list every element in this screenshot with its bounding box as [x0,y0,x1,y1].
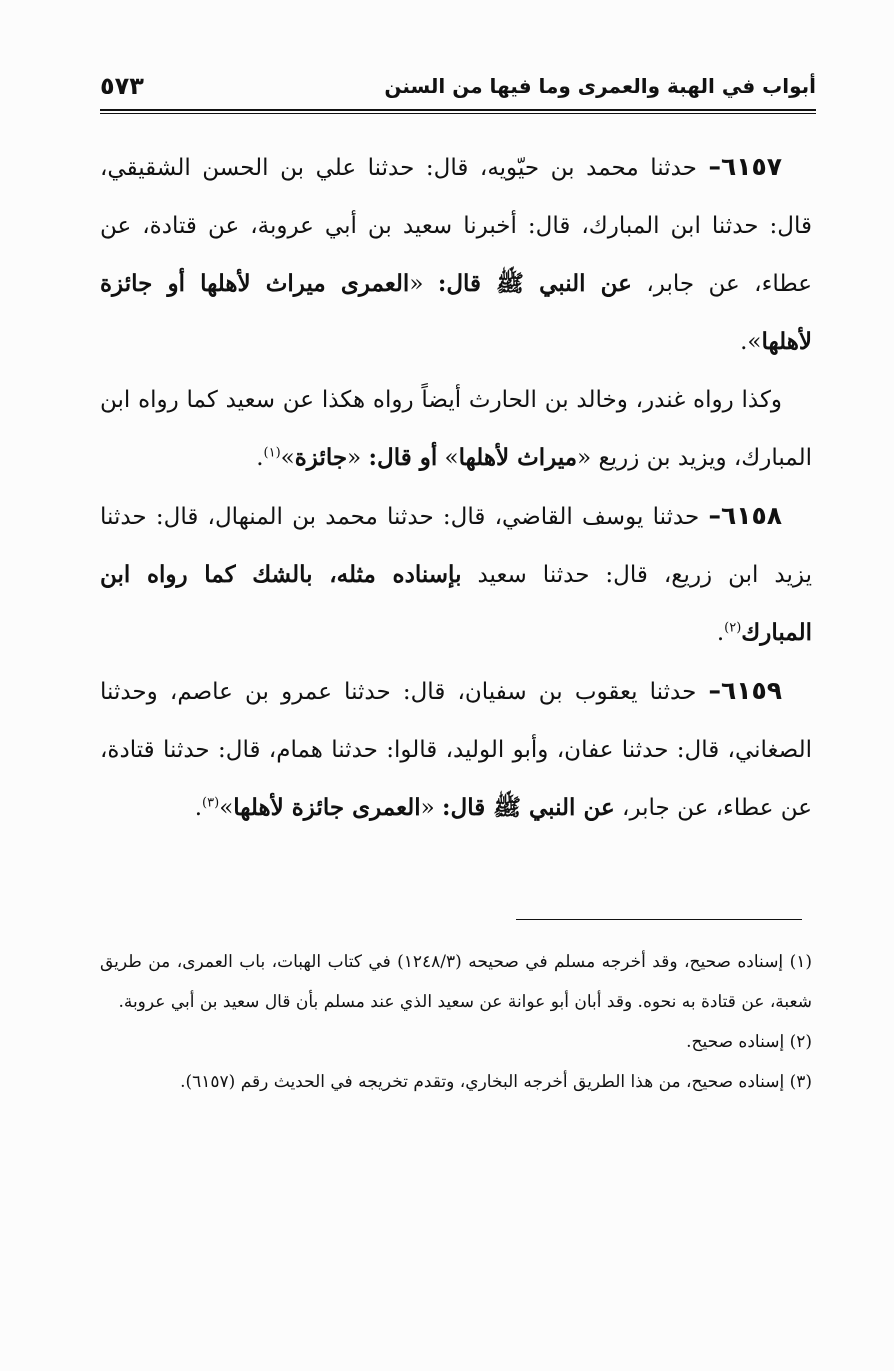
hadith-6158: ٦١٥٨– حدثنا يوسف القاضي، قال: حدثنا محمد بن المنهال، قال: حدثنا يزيد ابن زريع، قال: حدثنا سعيد بإسناده مثله، بالشك كما رواه ابن المبارك$^{(٢)}$. [100,501,812,646]
footnote-ref[interactable]: (١) [263,445,281,461]
main-text [100,138,812,837]
footnote-ref[interactable]: (٣) [202,795,220,811]
footnote-ref[interactable]: (٢) [724,620,742,636]
header-rule-thin [100,113,816,114]
footnote-3: (٣) إسناده صحيح، من هذا الطريق أخرجه البخاري، وتقدم تخريجه في الحديث رقم (٦١٥٧). [180,1072,812,1092]
hadith-number: ٦١٥٧– [708,152,782,181]
footnotes [100,942,812,1102]
hadith-number: ٦١٥٨– [708,501,782,530]
hadith-6157: ٦١٥٧– حدثنا محمد بن حيّويه، قال: حدثنا علي بن الحسن الشقيقي، قال: حدثنا ابن المبارك، قال: أخبرنا سعيد بن أبي عروبة، عن قتادة، عن عطاء، عن جابر، عن النبي ﷺ قال: «العمرى ميراث لأهلها أو جائزة لأهلها». [100,152,813,355]
hadith-6159: ٦١٥٩– حدثنا يعقوب بن سفيان، قال: حدثنا عمرو بن عاصم، وحدثنا الصغاني، قال: حدثنا عفان، وأبو الوليد، قالوا: حدثنا همام، قال: حدثنا قتادة، عن عطاء، عن جابر، عن النبي ﷺ قال: «العمرى جائزة لأهلها»$^{(٣)}$. [100,676,812,821]
footnote-2: (٢) إسناده صحيح. [686,1032,812,1052]
footnote-separator [516,919,802,920]
footnote-1: (١) إسناده صحيح، وقد أخرجه مسلم في صحيحه (١٢٤٨/٣) في كتاب الهبات، باب العمرى، من طريق شعبة، عن قتادة به نحوه. وقد أبان أبو عوانة عن سعيد الذي عند مسلم بأن قال سعيد بن أبي عروبة. [100,952,812,1012]
page-number: ٥٧٣ [100,72,144,100]
running-title: أبواب في الهبة والعمرى وما فيها من السنن [384,74,816,98]
header-rule [100,109,816,111]
page-header [100,74,816,104]
hadith-number: ٦١٥٩– [708,676,782,705]
hadith-matn: العمرى ميراث لأهلها أو جائزة لأهلها [100,270,812,355]
hadith-matn: العمرى جائزة لأهلها [233,794,421,821]
commentary-paragraph: وكذا رواه غندر، وخالد بن الحارث أيضاً رواه هكذا عن سعيد كما رواه ابن المبارك، ويزيد بن زريع «ميراث لأهلها» أو قال: «جائزة»$^{(١)}$. [100,387,812,471]
